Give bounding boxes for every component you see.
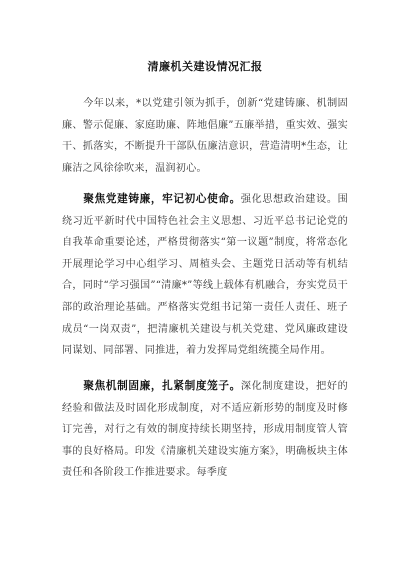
paragraph-mechanism — [62, 376, 348, 484]
paragraph-text: 深化制度建设，把好的经验和做法及时固化形成制度，对不适应新形势的制度及时修订完善，对行之有效的制度持续长期坚持，形成用制度管人管事的良好格局。印发《清廉机关建设实施方案》，明确板块主体责任和各阶段工作推进要求。每季度 — [62, 381, 348, 479]
paragraph-intro — [62, 93, 348, 179]
paragraph-party-building — [62, 189, 348, 362]
document-title: 清廉机关建设情况汇报 — [147, 60, 263, 73]
paragraph-lead: 聚焦党建铸廉，牢记初心使命。 — [83, 193, 241, 205]
paragraph-lead: 聚焦机制固廉，扎紧制度笼子。 — [83, 380, 241, 392]
paragraph-text: 强化思想政治建设。围绕习近平新时代中国特色社会主义思想、习近平总书记论党的自我革命重要论述，严格贯彻落实“第一议题”制度，将常态化开展理论学习中心组学习、周植头会、主题党日活动等有机结合，同时“学习强国”“清廉*”等线上载体有机融合，夯实党员干部的政治理论基础。严格落实党组书记第一责任人责任、班子成员“一岗双责”，把清廉机关建设与机关党建、党风廉政建设同谋划、同部署、同推进，着力发挥局党组统揽全局作用。 — [62, 194, 348, 357]
paragraph-text: 今年以来，*以党建引领为抓手，创新“党建铸廉、机制固廉、警示促廉、家庭助廉、阵地倡廉”五廉举措，重实效、强实干、抓落实，不断提升干部队伍廉洁意识，营造清明*生态，让廉洁之风徐徐吹来，温润初心。 — [62, 98, 348, 174]
